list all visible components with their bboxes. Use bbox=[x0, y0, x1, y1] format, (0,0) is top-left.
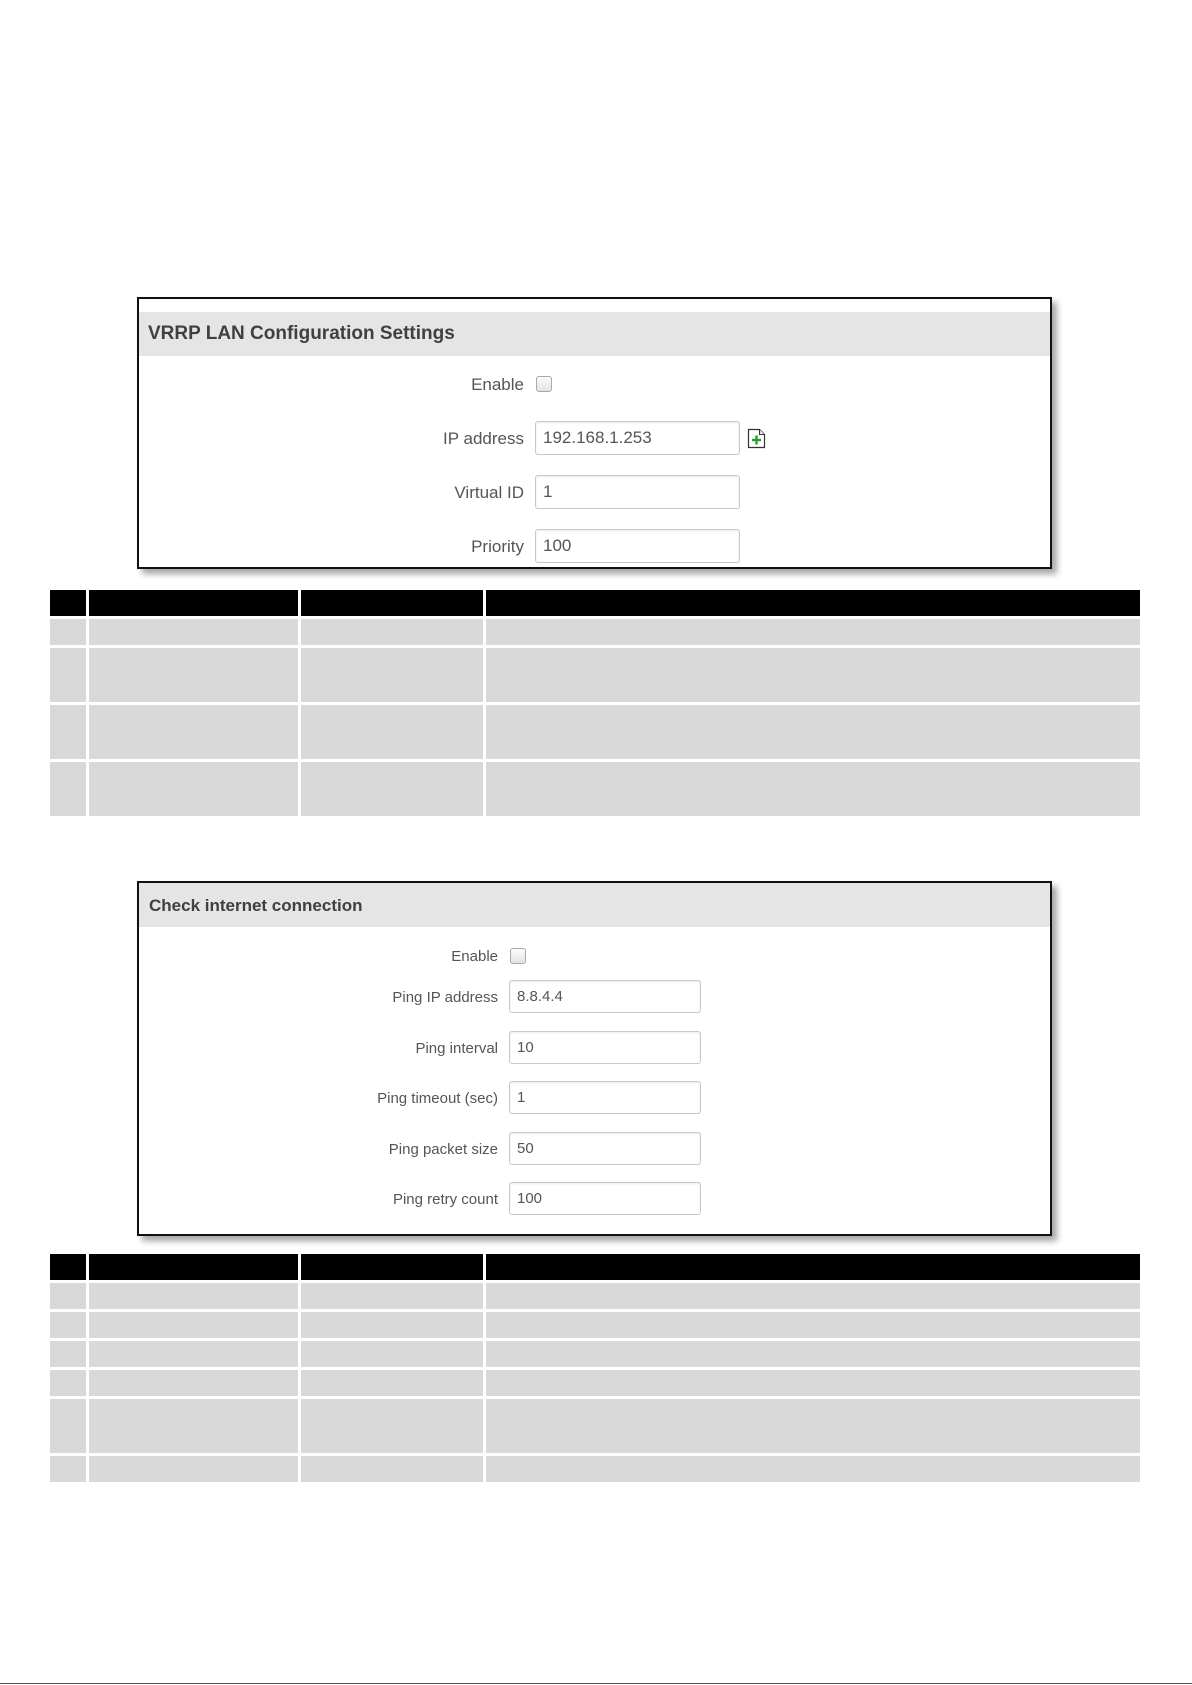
check-internet-panel bbox=[137, 881, 1052, 1236]
table-cell bbox=[50, 648, 86, 702]
ping-timeout-input[interactable] bbox=[509, 1081, 701, 1114]
ping-ip-input[interactable] bbox=[509, 980, 701, 1013]
ping-retry-input[interactable] bbox=[509, 1182, 701, 1215]
table-cell bbox=[89, 1312, 298, 1338]
table-cell bbox=[301, 1399, 483, 1453]
table-cell bbox=[89, 762, 298, 816]
table-cell bbox=[89, 648, 298, 702]
table-header-row bbox=[50, 1254, 1140, 1280]
table-row bbox=[50, 1456, 1140, 1482]
vrrp-parameters-table bbox=[47, 587, 1143, 819]
vrrp-ip-input[interactable] bbox=[535, 421, 740, 455]
table-row bbox=[50, 1341, 1140, 1367]
table-cell bbox=[486, 762, 1140, 816]
vrrp-enable-label: Enable bbox=[471, 375, 524, 394]
vrrp-virtual-id-input[interactable] bbox=[535, 475, 740, 509]
table-row bbox=[50, 1370, 1140, 1396]
table-cell bbox=[50, 762, 86, 816]
table-cell bbox=[486, 619, 1140, 645]
ping-timeout-label: Ping timeout (sec) bbox=[377, 1090, 498, 1107]
ping-interval-input[interactable] bbox=[509, 1031, 701, 1064]
table-row bbox=[50, 762, 1140, 816]
table-cell bbox=[486, 648, 1140, 702]
vrrp-panel-title: VRRP LAN Configuration Settings bbox=[139, 312, 1050, 356]
ping-ip-row bbox=[139, 980, 1050, 1016]
table-cell bbox=[89, 619, 298, 645]
table-cell bbox=[50, 1399, 86, 1453]
table-header-cell bbox=[89, 590, 298, 616]
check-internet-parameters-table bbox=[47, 1251, 1143, 1485]
table-cell bbox=[486, 1370, 1140, 1396]
vrrp-virtual-id-row bbox=[139, 475, 1050, 511]
table-cell bbox=[301, 1283, 483, 1309]
table-cell bbox=[89, 1456, 298, 1482]
table-header-cell bbox=[486, 1254, 1140, 1280]
table-header-cell bbox=[50, 590, 86, 616]
table-cell bbox=[50, 1370, 86, 1396]
ping-retry-row bbox=[139, 1182, 1050, 1218]
table-cell bbox=[486, 705, 1140, 759]
table-row bbox=[50, 1399, 1140, 1453]
table-cell bbox=[50, 1456, 86, 1482]
table-cell bbox=[486, 1341, 1140, 1367]
check-panel-title: Check internet connection bbox=[139, 883, 1050, 927]
vrrp-priority-input[interactable] bbox=[535, 529, 740, 563]
table-cell bbox=[486, 1399, 1140, 1453]
table-cell bbox=[486, 1456, 1140, 1482]
ping-retry-label: Ping retry count bbox=[392, 1191, 498, 1208]
table-row bbox=[50, 1283, 1140, 1309]
table-cell bbox=[89, 705, 298, 759]
vrrp-settings-panel bbox=[137, 297, 1052, 569]
ping-interval-row bbox=[139, 1031, 1050, 1067]
table-cell bbox=[50, 705, 86, 759]
table-row bbox=[50, 619, 1140, 645]
add-document-icon[interactable] bbox=[747, 428, 766, 449]
table-row bbox=[50, 1312, 1140, 1338]
check-enable-label: Enable bbox=[451, 948, 498, 965]
vrrp-ip-row bbox=[139, 421, 1050, 457]
table-cell bbox=[89, 1370, 298, 1396]
table-row bbox=[50, 648, 1140, 702]
vrrp-enable-row bbox=[139, 367, 1050, 403]
table-header-row bbox=[50, 590, 1140, 616]
table-cell bbox=[486, 1312, 1140, 1338]
ping-interval-label: Ping interval bbox=[415, 1040, 498, 1057]
check-enable-row bbox=[139, 939, 1050, 975]
table-cell bbox=[89, 1341, 298, 1367]
ping-packet-size-label: Ping packet size bbox=[388, 1141, 498, 1158]
vrrp-virtual-id-label: Virtual ID bbox=[454, 483, 524, 502]
table-cell bbox=[301, 1456, 483, 1482]
table-cell bbox=[50, 1341, 86, 1367]
table-header-cell bbox=[486, 590, 1140, 616]
vrrp-enable-checkbox[interactable] bbox=[536, 376, 552, 392]
ping-ip-label: Ping IP address bbox=[392, 989, 498, 1006]
ping-packet-size-input[interactable] bbox=[509, 1132, 701, 1165]
table-cell bbox=[486, 1283, 1140, 1309]
table-cell bbox=[50, 619, 86, 645]
table-header-cell bbox=[89, 1254, 298, 1280]
table-cell bbox=[301, 1312, 483, 1338]
table-row bbox=[50, 705, 1140, 759]
table-cell bbox=[301, 1341, 483, 1367]
ping-packet-size-row bbox=[139, 1132, 1050, 1168]
ping-timeout-row bbox=[139, 1081, 1050, 1117]
vrrp-priority-label: Priority bbox=[471, 537, 524, 556]
table-cell bbox=[301, 648, 483, 702]
table-cell bbox=[301, 1370, 483, 1396]
table-cell bbox=[50, 1312, 86, 1338]
table-header-cell bbox=[301, 1254, 483, 1280]
table-header-cell bbox=[50, 1254, 86, 1280]
check-enable-checkbox[interactable] bbox=[510, 948, 526, 964]
vrrp-ip-label: IP address bbox=[443, 429, 524, 448]
table-cell bbox=[89, 1399, 298, 1453]
table-cell bbox=[50, 1283, 86, 1309]
table-cell bbox=[301, 705, 483, 759]
table-cell bbox=[301, 619, 483, 645]
footer-divider bbox=[0, 1683, 1192, 1684]
table-cell bbox=[89, 1283, 298, 1309]
table-cell bbox=[301, 762, 483, 816]
vrrp-priority-row bbox=[139, 529, 1050, 565]
table-header-cell bbox=[301, 590, 483, 616]
